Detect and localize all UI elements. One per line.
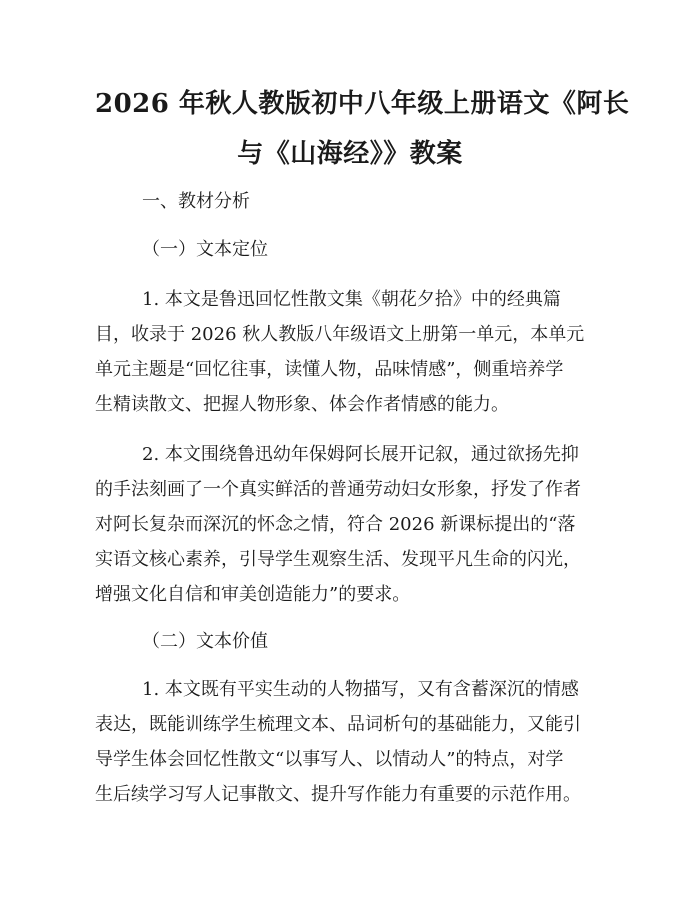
paragraph-line: 1. 本文既有平实生动的人物描写，又有含蓄深沉的情感 <box>142 679 579 700</box>
paragraph-line: 1. 本文是鲁迅回忆性散文集《朝花夕拾》中的经典篇 <box>142 289 561 310</box>
paragraph-line: 实语文核心素养，引导学生观察生活、发现平凡生命的闪光， <box>95 549 581 570</box>
paragraph-line: 2. 本文围绕鲁迅幼年保姆阿长展开记叙，通过欲扬先抑 <box>142 444 579 465</box>
paragraph-line: 表达，既能训练学生梳理文本、品词析句的基础能力，又能引 <box>95 714 581 735</box>
paragraph-line: 目，收录于 2026 秋人教版八年级语文上册第一单元，本单元 <box>95 324 585 345</box>
subsection-heading-text-positioning: （一）文本定位 <box>142 239 268 260</box>
paragraph-line: 生精读散文、把握人物形象、体会作者情感的能力。 <box>95 394 509 415</box>
paragraph-line: 单元主题是“回忆往事，读懂人物，品味情感”，侧重培养学 <box>95 359 564 380</box>
subsection-heading-text-value: （二）文本价值 <box>142 631 268 652</box>
paragraph-line: 导学生体会回忆性散文“以事写人、以情动人”的特点，对学 <box>95 749 564 770</box>
document-title-line1: 2026 年秋人教版初中八年级上册语文《阿长 <box>95 89 630 119</box>
section-heading-textbook-analysis: 一、教材分析 <box>142 191 250 212</box>
paragraph-line: 生后续学习写人记事散文、提升写作能力有重要的示范作用。 <box>95 784 581 805</box>
paragraph-line: 对阿长复杂而深沉的怀念之情，符合 2026 新课标提出的“落 <box>95 514 576 535</box>
document-title-line2: 与《山海经》》教案 <box>237 139 463 169</box>
paragraph-line: 增强文化自信和审美创造能力”的要求。 <box>95 584 411 605</box>
paragraph-line: 的手法刻画了一个真实鲜活的普通劳动妇女形象，抒发了作者 <box>95 479 581 500</box>
